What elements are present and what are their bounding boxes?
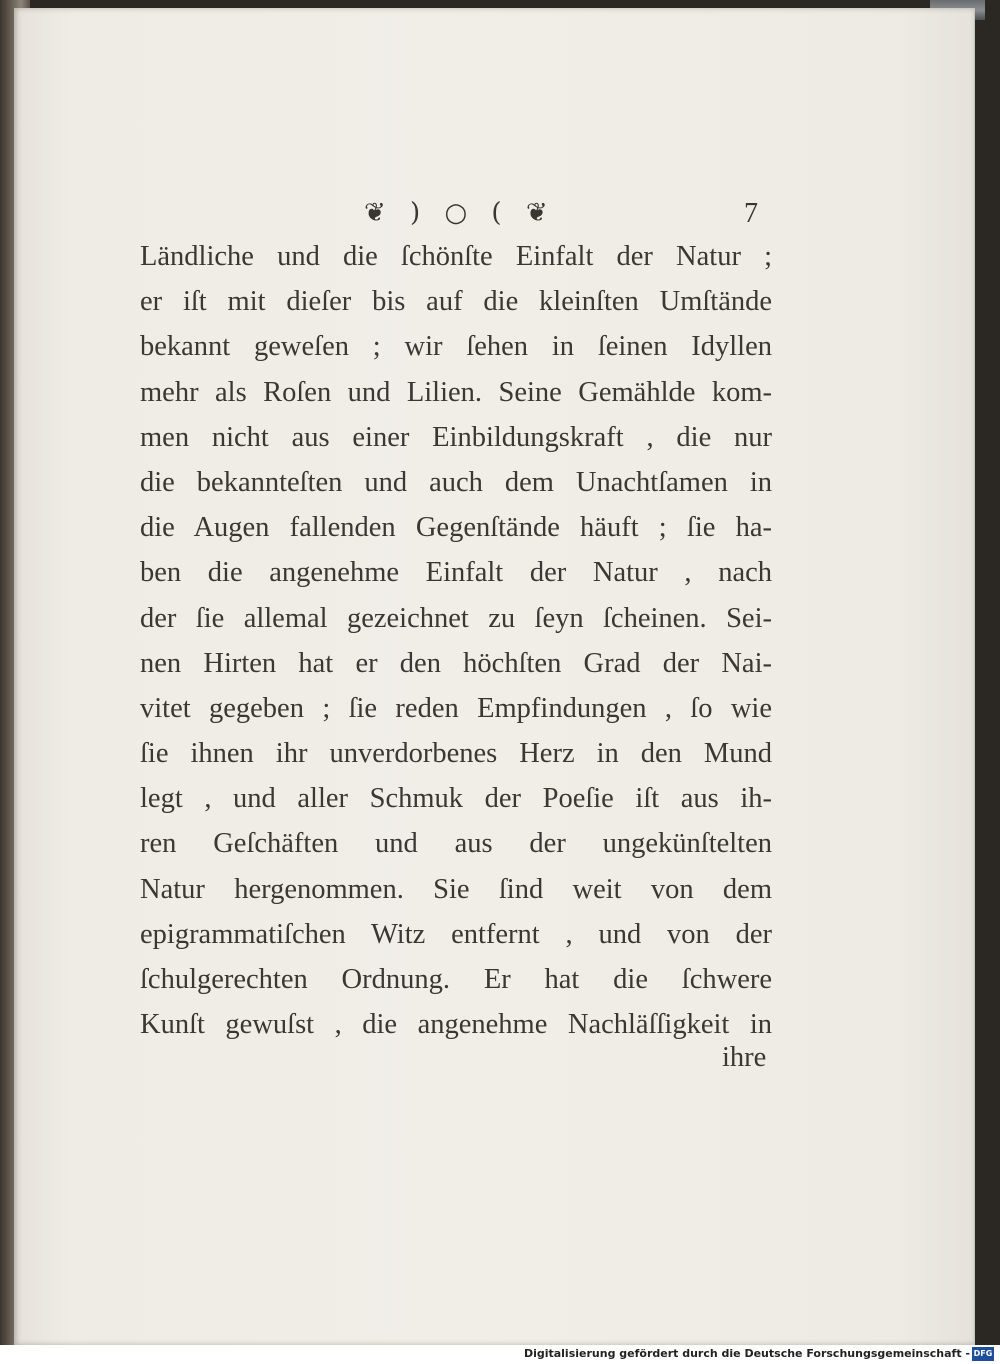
page-number: 7 — [744, 198, 758, 229]
text-line: Ländliche und die ſchönſte Einfalt der Natur ; — [140, 241, 772, 272]
funding-notice: Digitalisierung gefördert durch die Deutsche Forschungsgemeinschaft - — [523, 1347, 970, 1360]
text-line: vitet gegeben ; ſie reden Empfindungen , ſo wie — [140, 692, 772, 724]
head-ornament: ❦ ) ○ ( ❦ — [364, 198, 556, 228]
dfg-logo: DFG — [972, 1347, 994, 1361]
book-page — [14, 8, 975, 1345]
catchword: ihre — [722, 1042, 767, 1073]
text-line: legt , und aller Schmuk der Poeſie iſt aus ih- — [140, 783, 772, 815]
text-line: er iſt mit dieſer bis auf die kleinſten Umſtände — [140, 286, 772, 318]
text-line: die Augen fallenden Gegenſtände häuft ; ſie ha- — [140, 512, 772, 544]
body-text — [140, 234, 772, 1047]
text-line: ren Geſchäften und aus der ungekünſtelten — [140, 828, 772, 860]
text-line: Natur hergenommen. Sie ſind weit von dem — [140, 873, 772, 905]
text-line: men nicht aus einer Einbildungskraft , die nur — [140, 421, 772, 453]
running-head — [364, 198, 764, 238]
text-line: epigrammatiſchen Witz entfernt , und von der — [140, 918, 772, 950]
text-line: die bekannteſten und auch dem Unachtſamen in — [140, 466, 772, 498]
text-line: ſchulgerechten Ordnung. Er hat die ſchwere — [140, 964, 772, 995]
text-line: der ſie allemal gezeichnet zu ſeyn ſcheinen. Sei- — [140, 602, 772, 634]
text-line: bekannt geweſen ; wir ſehen in ſeinen Idyllen — [140, 331, 772, 363]
text-line: ben die angenehme Einfalt der Natur , nach — [140, 557, 772, 589]
text-line: mehr als Roſen und Lilien. Seine Gemählde kom- — [140, 376, 772, 408]
text-line: nen Hirten hat er den höchſten Grad der Nai- — [140, 647, 772, 679]
digitization-footer — [0, 1345, 1000, 1364]
text-line: ſie ihnen ihr unverdorbenes Herz in den Mund — [140, 738, 772, 770]
text-line: Kunſt gewuſst , die angenehme Nachläſſigkeit in — [140, 1009, 772, 1041]
